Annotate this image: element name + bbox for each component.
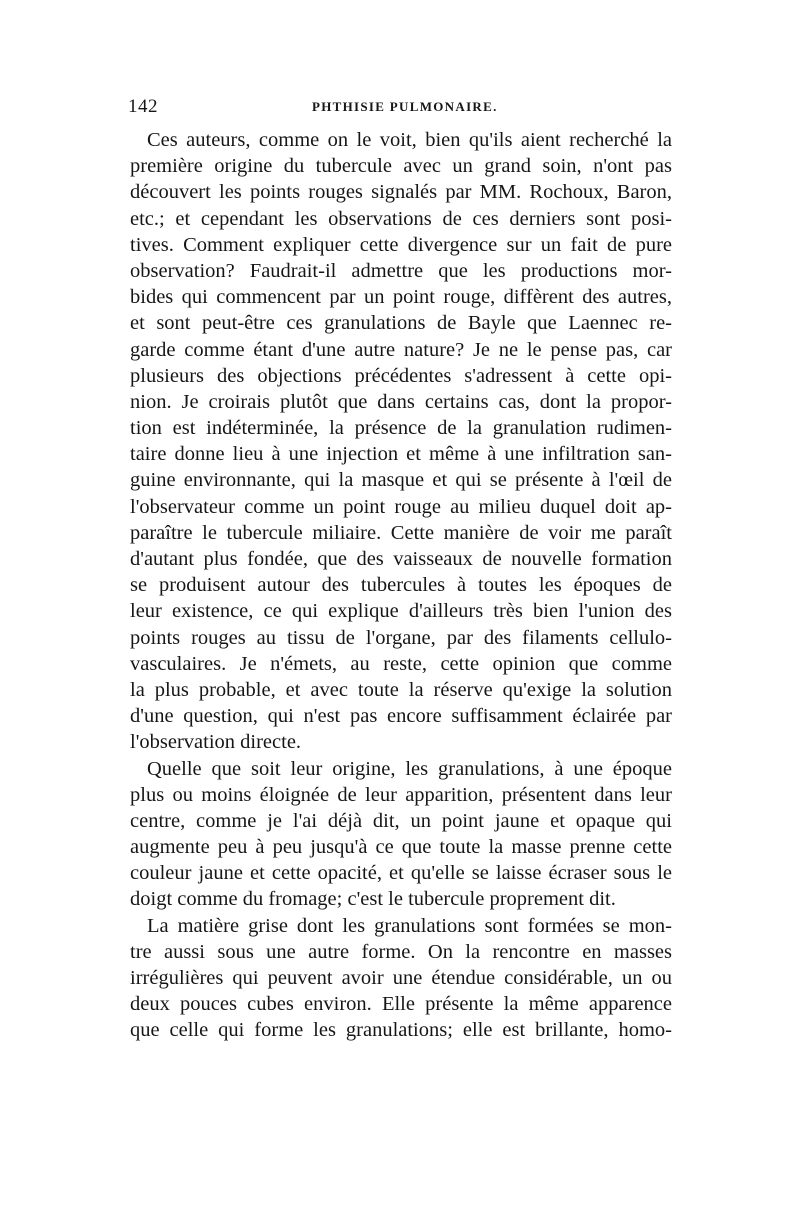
text-line: se produisent autour des tubercules à toutes les époques de [130, 574, 672, 597]
paragraph-3 [130, 913, 672, 1044]
text-line: guine environnante, qui la masque et qui se présente à l'œil de [130, 469, 672, 492]
text-line: bides qui commencent par un point rouge, diffèrent des autres, [130, 286, 672, 309]
text-line: garde comme étant d'une autre nature? Je ne le pense pas, car [130, 338, 672, 361]
running-title: PHTHISIE PULMONAIRE. [312, 99, 498, 114]
text-line: tives. Comment expliquer cette divergence sur un fait de pure [130, 233, 672, 256]
text-line: que celle qui forme les granulations; elle est brillante, homo- [130, 1019, 672, 1042]
text-line: découvert les points rouges signalés par MM. Rochoux, Baron, [130, 181, 672, 204]
text-line: Ces auteurs, comme on le voit, bien qu'ils aient recherché la [147, 129, 672, 151]
text-line: doigt comme du fromage; c'est le tubercule proprement dit. [130, 888, 616, 911]
text-line: La matière grise dont les granulations sont formées se mon- [147, 914, 672, 937]
text-line: taire donne lieu à une injection et même à une infiltration san- [130, 443, 672, 466]
text-line: tre aussi sous une autre forme. On la rencontre en masses [130, 940, 672, 963]
body-text [130, 127, 672, 1044]
text-line: deux pouces cubes environ. Elle présente la même apparence [130, 993, 672, 1016]
text-line: première origine du tubercule avec un grand soin, n'ont pas [130, 155, 672, 178]
text-line: etc.; et cependant les observations de ces derniers sont posi- [130, 207, 672, 230]
text-line: Quelle que soit leur origine, les granulations, à une époque [147, 757, 672, 780]
text-line: d'une question, qui n'est pas encore suffisamment éclairée par [130, 705, 672, 728]
text-line: nion. Je croirais plutôt que dans certains cas, dont la propor- [130, 390, 672, 413]
paragraph-1 [130, 127, 672, 756]
text-line: la plus probable, et avec toute la réserve qu'exige la solution [130, 678, 672, 701]
text-line: leur existence, ce qui explique d'ailleurs très bien l'union des [130, 600, 672, 623]
text-line: d'autant plus fondée, que des vaisseaux de nouvelle formation [130, 548, 672, 570]
text-line: vasculaires. Je n'émets, au reste, cette opinion que comme [130, 652, 672, 675]
text-line: plus ou moins éloignée de leur apparition, présentent dans leur [130, 783, 672, 806]
text-line: paraître le tubercule miliaire. Cette manière de voir me paraît [130, 521, 672, 544]
text-line: et sont peut-être ces granulations de Bayle que Laennec re- [130, 312, 672, 335]
text-line: centre, comme je l'ai déjà dit, un point jaune et opaque qui [130, 809, 672, 832]
text-line: l'observation directe. [130, 731, 302, 754]
text-line: tion est indéterminée, la présence de la granulation rudimen- [130, 417, 672, 440]
text-line: observation? Faudrait-il admettre que les productions mor- [130, 259, 672, 282]
running-head [128, 96, 668, 120]
paragraph-2 [130, 756, 672, 913]
text-line: plusieurs des objections précédentes s'adressent à cette opi- [130, 364, 672, 387]
text-line: l'observateur comme un point rouge au milieu duquel doit ap- [130, 495, 672, 518]
page-number: 142 [128, 96, 158, 117]
text-line: augmente peu à peu jusqu'à ce que toute la masse prenne cette [130, 836, 672, 859]
text-line: points rouges au tissu de l'organe, par des filaments cellulo- [130, 626, 672, 649]
text-line: irrégulières qui peuvent avoir une étendue considérable, un ou [130, 967, 672, 989]
text-line: couleur jaune et cette opacité, et qu'elle se laisse écraser sous le [130, 862, 672, 885]
